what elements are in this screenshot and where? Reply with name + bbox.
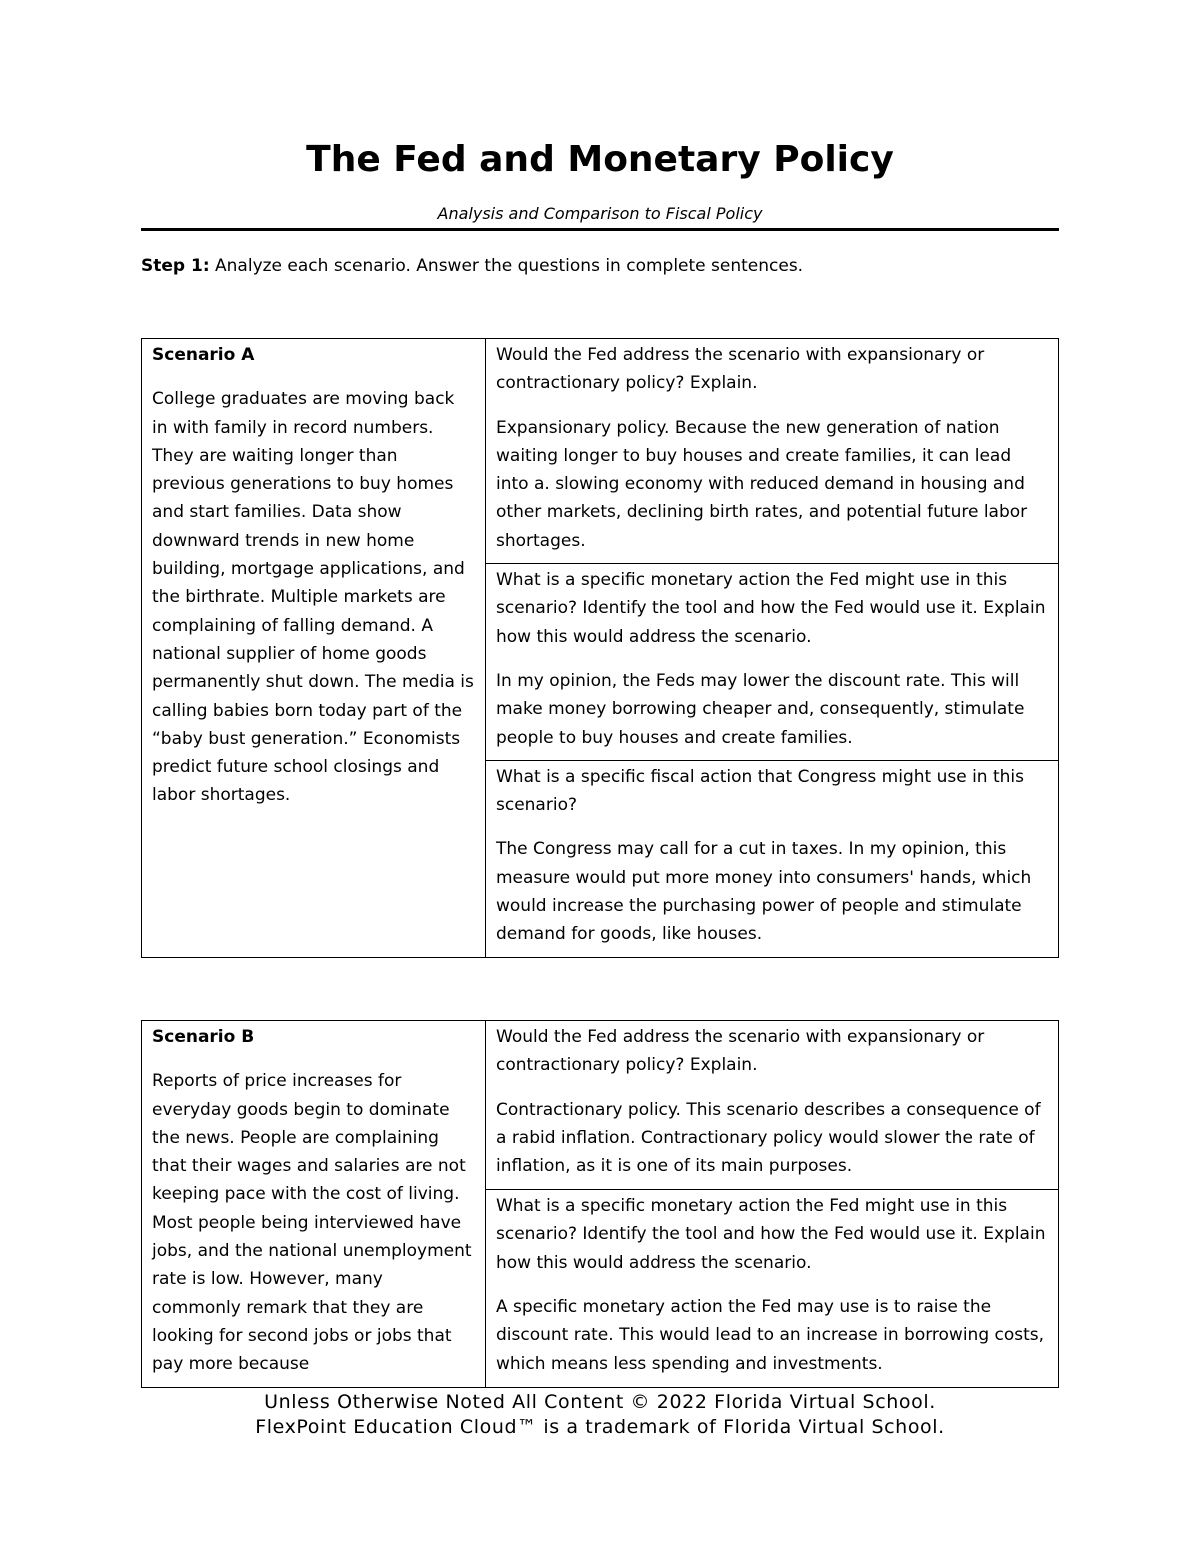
page-footer	[0, 1390, 1200, 1440]
scenario-b-q1-question: Would the Fed address the scenario with expansionary or contractionary policy? Explain.	[496, 1027, 985, 1076]
scenario-b-q2-question: What is a specific monetary action the Fed might use in this scenario? Identify the tool and how the Fed would use it. Explain how this would address the scenario.	[496, 1196, 1046, 1273]
step-text: Analyze each scenario. Answer the questions in complete sentences.	[209, 256, 804, 276]
scenario-b-title: Scenario B	[152, 1027, 255, 1047]
scenario-a-title: Scenario A	[152, 345, 255, 365]
page-subtitle: Analysis and Comparison to Fiscal Policy	[437, 204, 763, 223]
scenario-a-description: College graduates are moving back in with family in record numbers. They are waiting longer than previous generations to buy homes and start families. Data show downward trends in new home building, mortgage applications, and the birthrate. Multiple markets are complaining of falling demand. A national supplier of home goods permanently shut down. The media is calling babies born today part of the “baby bust generation.” Economists predict future school closings and labor shortages.	[152, 389, 474, 806]
scenario-a-q1-answer[interactable]: Expansionary policy. Because the new generation of nation waiting longer to buy houses and create families, it can lead into a. slowing economy with reduced demand in housing and other markets, declining birth rates, and potential future labor shortages.	[496, 417, 1028, 551]
scenario-a-description-cell	[142, 339, 486, 958]
scenario-a-q3-question: What is a specific fiscal action that Congress might use in this scenario?	[496, 766, 1024, 816]
scenario-b-q2-answer[interactable]: A specific monetary action the Fed may use is to raise the discount rate. This would lead to an increase in borrowing costs, which means less spending and investments.	[496, 1296, 1045, 1374]
scenario-a-q3-cell	[486, 760, 1059, 957]
footer-trademark: FlexPoint Education Cloud™ is a trademark of Florida Virtual School.	[255, 1416, 945, 1438]
step-label: Step 1:	[141, 256, 210, 276]
scenario-b-q2-cell	[486, 1190, 1059, 1387]
scenario-a-q1-question: Would the Fed address the scenario with expansionary or contractionary policy? Explain.	[496, 345, 985, 394]
title-divider	[141, 228, 1059, 231]
page-title: The Fed and Monetary Policy	[306, 139, 894, 180]
scenario-a-table	[141, 338, 1059, 958]
step-instructions	[141, 254, 1059, 278]
scenario-a-q2-cell	[486, 564, 1059, 761]
scenario-b-description: Reports of price increases for everyday goods begin to dominate the news. People are complaining that their wages and salaries are not keeping pace with the cost of living. Most people being interviewed have jobs, and the national unemployment rate is low. However, many commonly remark that they are looking for second jobs or jobs that pay more because	[152, 1071, 472, 1375]
scenario-a-q3-answer[interactable]: The Congress may call for a cut in taxes. In my opinion, this measure would put more money into consumers' hands, which would increase the purchasing power of people and stimulate demand for goods, like houses.	[496, 839, 1032, 945]
scenario-b-q1-answer[interactable]: Contractionary policy. This scenario describes a consequence of a rabid inflation. Contractionary policy would slower the rate of inflation, as it is one of its main purposes.	[496, 1099, 1041, 1177]
scenario-a-q2-answer[interactable]: In my opinion, the Feds may lower the discount rate. This will make money borrowing cheaper and, consequently, stimulate people to buy houses and create families.	[496, 670, 1025, 748]
scenario-b-table	[141, 1020, 1059, 1388]
scenario-a-q2-question: What is a specific monetary action the Fed might use in this scenario? Identify the tool and how the Fed would use it. Explain how this would address the scenario.	[496, 570, 1046, 647]
scenario-a-q1-cell	[486, 339, 1059, 564]
footer-copyright: Unless Otherwise Noted All Content © 2022 Florida Virtual School.	[264, 1391, 936, 1413]
scenario-b-description-cell	[142, 1021, 486, 1388]
scenario-b-q1-cell	[486, 1021, 1059, 1190]
